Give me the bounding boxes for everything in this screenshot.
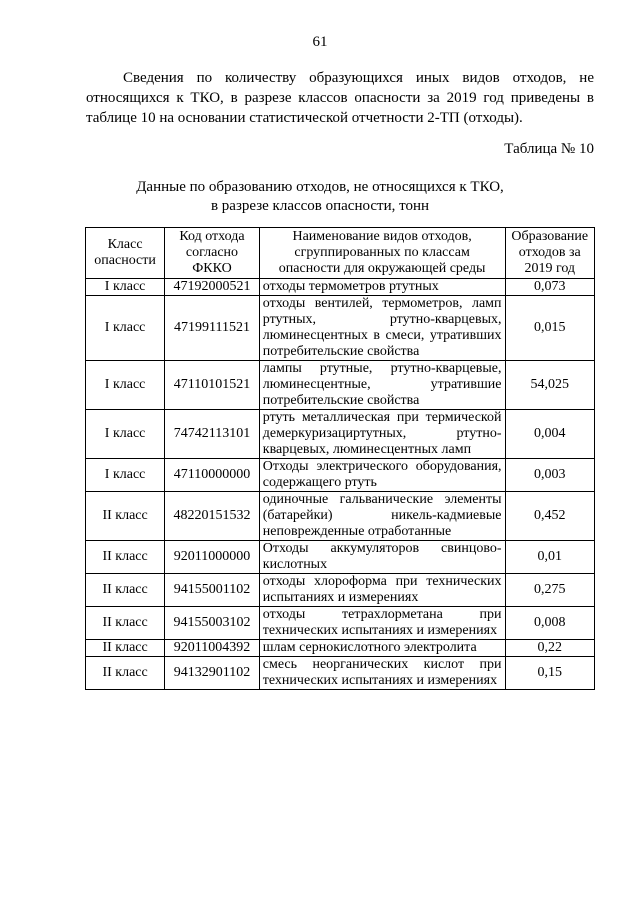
cell-code: 94155003102 [165, 607, 260, 640]
header-name: Наименование видов отходов, сгруппированных по классам опасности для окружающей среды [259, 228, 505, 279]
cell-class: II класс [86, 657, 165, 690]
cell-name: лампы ртутные, ртутно-кварцевые, люминесцентные, утратившие потребительские свойства [259, 361, 505, 410]
table-row [86, 640, 595, 657]
caption-line-1: Данные по образованию отходов, не относящихся к ТКО, [136, 179, 504, 195]
cell-amount: 0,004 [505, 410, 594, 459]
cell-amount: 0,22 [505, 640, 594, 657]
table-row [86, 459, 595, 492]
table-row [86, 492, 595, 541]
table-row [86, 657, 595, 690]
cell-code: 47192000521 [165, 279, 260, 296]
caption-line-2: в разрезе классов опасности, тонн [210, 198, 430, 214]
table-row [86, 296, 595, 361]
cell-amount: 0,275 [505, 574, 594, 607]
table-header-row [86, 228, 595, 279]
table-row [86, 607, 595, 640]
cell-class: II класс [86, 574, 165, 607]
cell-code: 74742113101 [165, 410, 260, 459]
cell-name: Отходы аккумуляторов свинцово-кислотных [259, 541, 505, 574]
table-row [86, 279, 595, 296]
cell-name: шлам сернокислотного электролита [259, 640, 505, 657]
table-row [86, 574, 595, 607]
cell-class: I класс [86, 279, 165, 296]
cell-class: II класс [86, 607, 165, 640]
table-row [86, 541, 595, 574]
cell-amount: 0,073 [505, 279, 594, 296]
cell-code: 48220151532 [165, 492, 260, 541]
header-code: Код отхода согласно ФККО [165, 228, 260, 279]
cell-name: ртуть металлическая при термической демеркуризациртутных, ртутно-кварцевых, люминесцентных ламп [259, 410, 505, 459]
waste-table [85, 227, 595, 690]
cell-name: одиночные гальванические элементы (батарейки) никель-кадмиевые неповрежденные отработанные [259, 492, 505, 541]
page-number: 61 [312, 34, 328, 50]
cell-class: II класс [86, 492, 165, 541]
cell-amount: 0,15 [505, 657, 594, 690]
cell-class: II класс [86, 640, 165, 657]
cell-name: отходы термометров ртутных [259, 279, 505, 296]
cell-name: отходы вентилей, термометров, ламп ртутных, ртутно-кварцевых, люминесцентных в смеси, утративших потребительские свойства [259, 296, 505, 361]
table-label: Таблица № 10 [504, 141, 594, 157]
cell-code: 92011000000 [165, 541, 260, 574]
cell-class: I класс [86, 410, 165, 459]
cell-amount: 54,025 [505, 361, 594, 410]
cell-name: отходы хлороформа при технических испытаниях и измерениях [259, 574, 505, 607]
cell-amount: 0,015 [505, 296, 594, 361]
table-caption [0, 178, 640, 216]
header-amount: Образование отходов за 2019 год [505, 228, 594, 279]
cell-code: 94155001102 [165, 574, 260, 607]
header-class: Класс опасности [86, 228, 165, 279]
cell-code: 47199111521 [165, 296, 260, 361]
cell-amount: 0,452 [505, 492, 594, 541]
cell-code: 47110000000 [165, 459, 260, 492]
cell-name: отходы тетрахлорметана при технических испытаниях и измерениях [259, 607, 505, 640]
cell-name: смесь неорганических кислот при технических испытаниях и измерениях [259, 657, 505, 690]
cell-class: I класс [86, 459, 165, 492]
cell-amount: 0,008 [505, 607, 594, 640]
cell-code: 47110101521 [165, 361, 260, 410]
cell-amount: 0,01 [505, 541, 594, 574]
cell-class: I класс [86, 361, 165, 410]
cell-code: 94132901102 [165, 657, 260, 690]
table-row [86, 410, 595, 459]
cell-class: II класс [86, 541, 165, 574]
table-row [86, 361, 595, 410]
intro-paragraph: Сведения по количеству образующихся иных видов отходов, не относящихся к ТКО, в разрезе классов опасности за 2019 год приведены в таблице 10 на основании статистической отчетности 2-ТП (отходы). [86, 70, 594, 126]
cell-amount: 0,003 [505, 459, 594, 492]
cell-name: Отходы электрического оборудования, содержащего ртуть [259, 459, 505, 492]
cell-code: 92011004392 [165, 640, 260, 657]
cell-class: I класс [86, 296, 165, 361]
